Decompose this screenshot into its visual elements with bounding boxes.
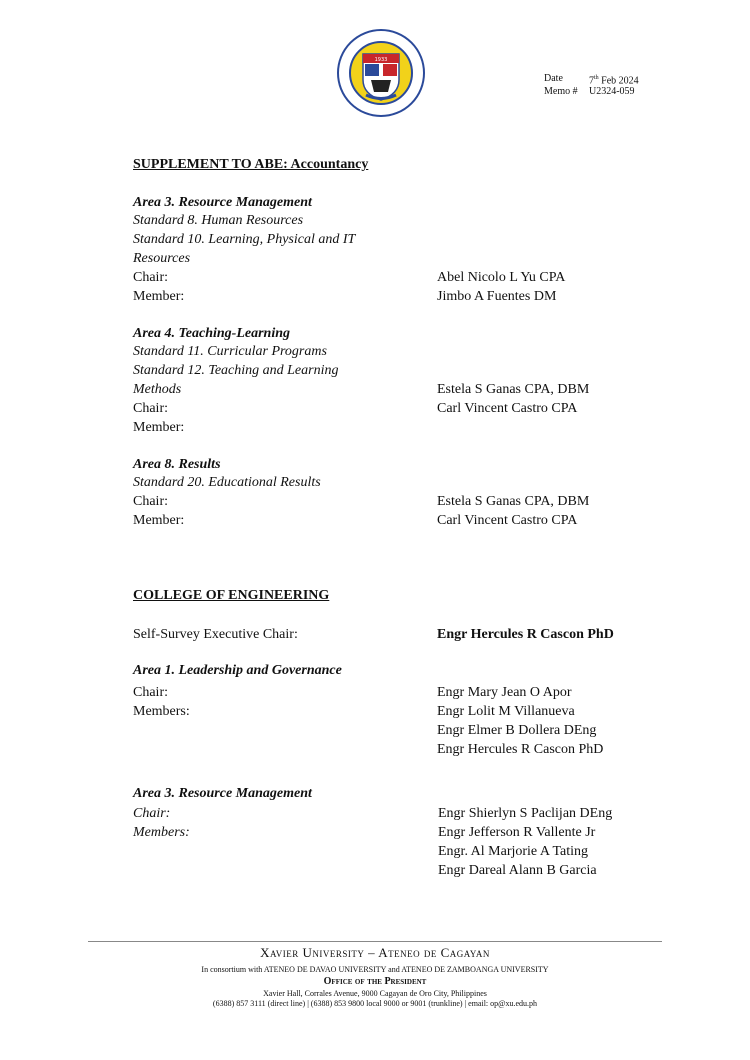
standard-12-line1: Standard 12. Teaching and Learning [133,363,339,378]
standard-20: Standard 20. Educational Results [133,475,321,490]
university-seal [336,28,426,118]
area4-heading: Area 4. Teaching-Learning [133,326,290,341]
eng-area1-heading: Area 1. Leadership and Governance [133,663,342,678]
memo-label: Memo # [544,86,578,97]
area4-chair-label: Chair: [133,401,168,416]
svg-text:1933: 1933 [374,57,388,63]
eng-area3-member: Engr Dareal Alann B Garcia [438,863,597,878]
eng-area3-members-label: Members: [133,825,190,840]
exec-chair-label: Self-Survey Executive Chair: [133,627,298,642]
eng-area3-member: Engr Jefferson R Vallente Jr [438,825,596,840]
area3-chair-label: Chair: [133,270,168,285]
area3-chair-name: Abel Nicolo L Yu CPA [437,270,566,285]
date-value: 7th Feb 2024 [589,75,639,87]
exec-chair-name: Engr Hercules R Cascon PhD [437,627,614,642]
footer-contacts: (6388) 857 3111 (direct line) | (6388) 853 9800 local 9000 or 9001 (trunkline) | email: op@xu.edu.ph [212,999,538,1008]
eng-area1-members-label: Members: [133,704,190,719]
engineering-title: COLLEGE OF ENGINEERING [133,588,330,603]
area4-name-1: Estela S Ganas CPA, DBM [437,382,590,397]
date-label: Date [544,73,563,84]
supplement-title: SUPPLEMENT TO ABE: Accountancy [133,157,369,172]
eng-area1-member: Engr Elmer B Dollera DEng [437,723,597,738]
eng-area1-member: Engr Lolit M Villanueva [437,704,575,719]
eng-area3-member: Engr. Al Marjorie A Tating [438,844,589,859]
standard-11: Standard 11. Curricular Programs [133,344,327,359]
area8-chair-label: Chair: [133,494,168,509]
area8-chair-name: Estela S Ganas CPA, DBM [437,494,590,509]
area8-member-name: Carl Vincent Castro CPA [437,513,578,528]
standard-10-line2: Resources [133,251,191,266]
area4-member-label: Member: [133,420,185,435]
area4-name-2: Carl Vincent Castro CPA [437,401,578,416]
area3-member-label: Member: [133,289,185,304]
area8-heading: Area 8. Results [133,457,221,472]
standard-10-line1: Standard 10. Learning, Physical and IT [133,232,356,247]
eng-area1-member: Engr Hercules R Cascon PhD [437,742,604,757]
memo-value: U2324-059 [589,86,635,97]
standard-8: Standard 8. Human Resources [133,213,304,228]
footer-university: Xavier University – Ateneo de Cagayan [260,945,490,960]
area8-member-label: Member: [133,513,185,528]
eng-area1-chair-name: Engr Mary Jean O Apor [437,685,572,700]
eng-area3-heading: Area 3. Resource Management [133,786,312,801]
footer-office: Office of the President [323,976,427,987]
eng-area3-chair-name: Engr Shierlyn S Paclijan DEng [438,806,613,821]
area3-heading: Area 3. Resource Management [133,195,312,210]
footer-consortium: In consortium with ATENEO DE DAVAO UNIVERSITY and ATENEO DE ZAMBOANGA UNIVERSITY [201,965,549,974]
eng-area3-chair-label: Chair: [133,806,171,821]
footer-divider [88,941,662,942]
standard-12-line2: Methods [133,382,182,397]
footer-address: Xavier Hall, Corrales Avenue, 9000 Cagayan de Oro City, Philippines [263,989,487,998]
area3-member-name: Jimbo A Fuentes DM [437,289,557,304]
eng-area1-chair-label: Chair: [133,685,168,700]
